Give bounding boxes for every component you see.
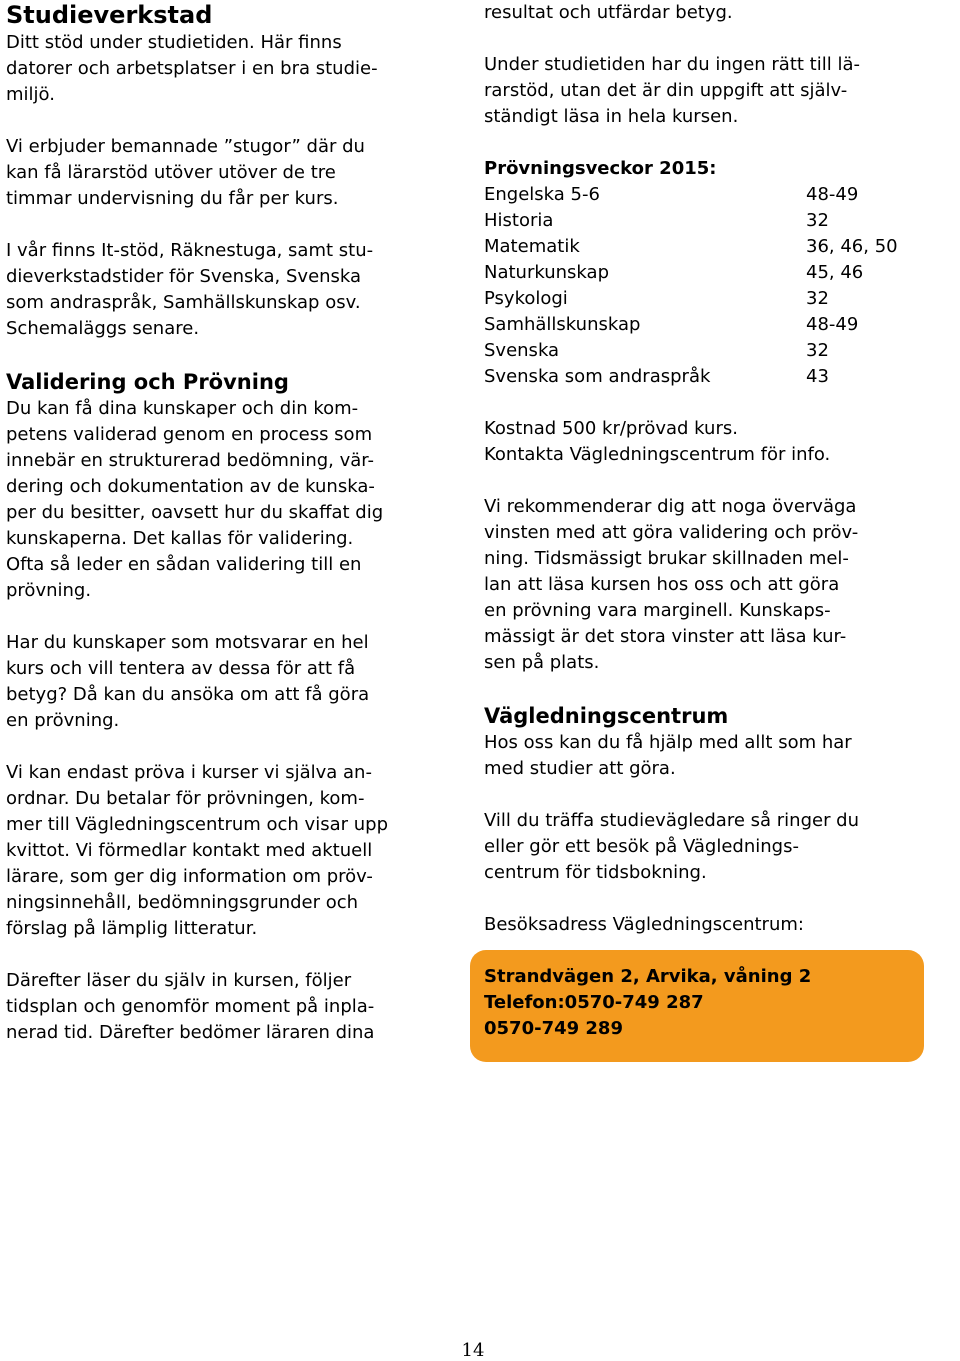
subject-cell: Naturkunskap	[484, 262, 609, 283]
weeks-cell: 32	[806, 210, 829, 231]
subject-cell: Engelska 5-6	[484, 184, 600, 205]
weeks-cell: 32	[806, 340, 829, 361]
address-box	[470, 950, 924, 1062]
validering-paragraph-1: Du kan få dina kunskaper och din kom- petens validerad genom en process som innebär en strukturerad bedömning, vär- dering och dokumentation av de kunska- per du besitter, oavsett hur du skaffat dig kunskaperna. Det kallas för validering. Ofta så leder en sådan validering till en prövning.	[6, 398, 384, 601]
weeks-cell: 43	[806, 366, 829, 387]
studieverkstad-paragraph-2: Vi erbjuder bemannade ”stugor” där du kan få lärarstöd utöver utöver de tre timmar undervisning du får per kurs.	[6, 136, 365, 209]
left-column	[6, 0, 468, 1046]
continued-paragraph-1: resultat och utfärdar betyg.	[484, 2, 733, 23]
table-row	[484, 364, 898, 390]
validering-paragraph-3: Vi kan endast pröva i kurser vi själva an- ordnar. Du betalar för prövningen, kom- mer till Vägledningscentrum och visar upp kvittot. Vi förmedlar kontakt med aktuell lärare, som ger dig information om pröv- ningsinnehåll, bedömningsgrunder och förslag på lämplig litteratur.	[6, 762, 388, 939]
validering-paragraph-4: Därefter läser du själv in kursen, följer tidsplan och genomför moment på inpla- nerad tid. Därefter bedömer läraren dina	[6, 970, 375, 1043]
subject-cell: Psykologi	[484, 288, 568, 309]
address-line: Strandvägen 2, Arvika, våning 2	[484, 966, 812, 987]
visit-address-label: Besöksadress Vägledningscentrum:	[484, 914, 804, 935]
weeks-cell: 45, 46	[806, 262, 864, 283]
validering-heading: Validering och Prövning	[6, 370, 289, 394]
table-row	[484, 260, 898, 286]
table-row	[484, 182, 898, 208]
weeks-cell: 48-49	[806, 314, 859, 335]
provningsveckor-heading: Prövningsveckor 2015:	[484, 158, 717, 179]
table-row	[484, 338, 898, 364]
right-column	[484, 0, 954, 1062]
subject-cell: Historia	[484, 210, 554, 231]
studieverkstad-paragraph-3: I vår finns It-stöd, Räknestuga, samt stu- dieverkstadstider för Svenska, Svenska som andraspråk, Samhällskunskap osv. Schemaläggs senare.	[6, 240, 374, 339]
vagledningscentrum-paragraph-2: Vill du träffa studievägledare så ringer du eller gör ett besök på Väglednings- centrum för tidsbokning.	[484, 810, 860, 883]
page-number: 14	[461, 1340, 485, 1361]
continued-paragraph-2: Under studietiden har du ingen rätt till lä- rarstöd, utan det är din uppgift att själv- ständigt läsa in hela kursen.	[484, 54, 860, 127]
weeks-cell: 32	[806, 288, 829, 309]
phone-line: Telefon:0570-749 287	[484, 992, 704, 1013]
subject-cell: Svenska	[484, 340, 560, 361]
table-row	[484, 312, 898, 338]
table-row	[484, 286, 898, 312]
table-row	[484, 208, 898, 234]
table-row	[484, 234, 898, 260]
studieverkstad-intro: Ditt stöd under studietiden. Här finns datorer och arbetsplatser i en bra studie- miljö.	[6, 32, 378, 105]
vagledningscentrum-heading: Vägledningscentrum	[484, 704, 729, 728]
studieverkstad-heading: Studieverkstad	[6, 1, 213, 29]
weeks-cell: 36, 46, 50	[806, 236, 898, 257]
phone-line-2: 0570-749 289	[484, 1018, 623, 1039]
subject-cell: Samhällskunskap	[484, 314, 641, 335]
recommend-paragraph: Vi rekommenderar dig att noga överväga vinsten med att göra validering och pröv- ning. Tidsmässigt brukar skillnaden mel- lan att läsa kursen hos oss och att göra en prövning vara marginell. Kunskaps- mässigt är det stora vinster att läsa kur- sen på plats.	[484, 496, 859, 673]
subject-cell: Svenska som andraspråk	[484, 366, 711, 387]
weeks-cell: 48-49	[806, 184, 859, 205]
vagledningscentrum-paragraph-1: Hos oss kan du få hjälp med allt som har med studier att göra.	[484, 732, 852, 779]
subject-cell: Matematik	[484, 236, 580, 257]
provningsveckor-table	[484, 182, 898, 390]
cost-paragraph: Kostnad 500 kr/prövad kurs. Kontakta Vägledningscentrum för info.	[484, 418, 831, 465]
validering-paragraph-2: Har du kunskaper som motsvarar en hel kurs och vill tentera av dessa för att få betyg? Då kan du ansöka om att få göra en prövning.	[6, 632, 370, 731]
